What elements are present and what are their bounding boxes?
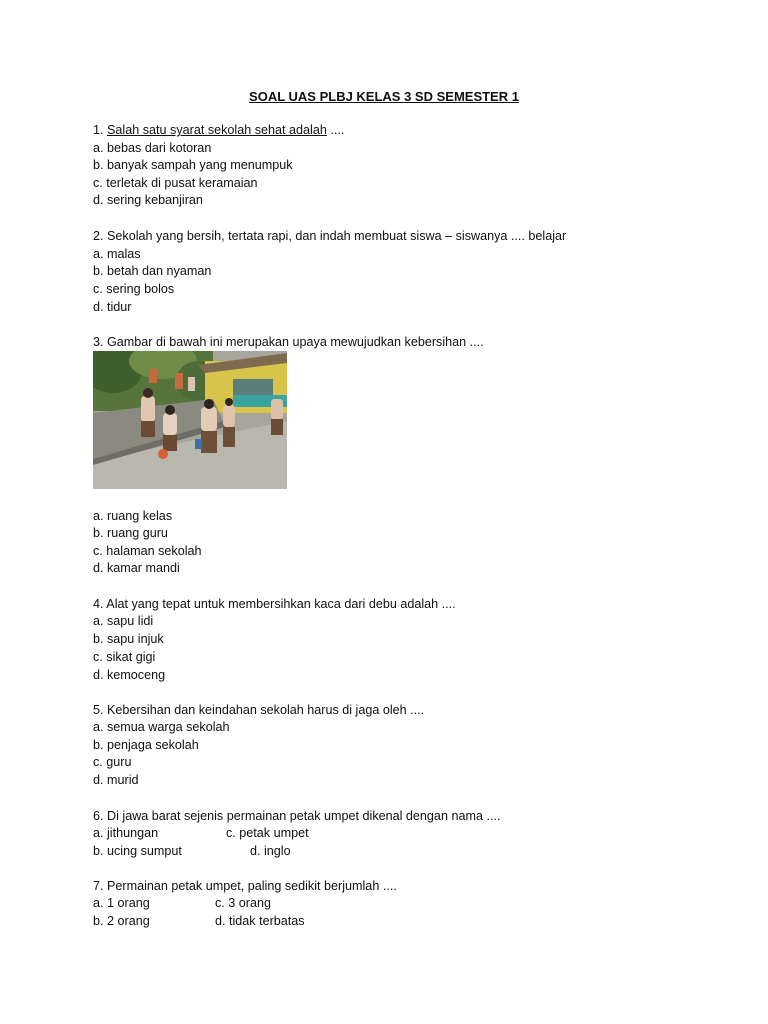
question-2-option-b: b. betah dan nyaman [93,264,212,278]
question-7-option-a: a. 1 orang [93,896,150,910]
question-4-option-b: b. sapu injuk [93,632,164,646]
school-yard-photo [93,351,287,489]
question-6-option-d: d. inglo [250,844,291,858]
question-7: 7. Permainan petak umpet, paling sedikit berjumlah .... [93,879,397,893]
question-6: 6. Di jawa barat sejenis permainan petak umpet dikenal dengan nama .... [93,809,501,823]
question-6-option-a: a. jithungan [93,826,159,840]
question-5-option-a: a. semua warga sekolah [93,720,230,734]
question-7-option-c: c. 3 orang [215,896,272,910]
question-7-option-d: d. tidak terbatas [215,914,305,928]
question-2: 2. Sekolah yang bersih, tertata rapi, dan indah membuat siswa – siswanya .... belajar [93,229,567,243]
question-1-option-b: b. banyak sampah yang menumpuk [93,158,293,172]
question-3-option-d: d. kamar mandi [93,561,180,575]
question-5: 5. Kebersihan dan keindahan sekolah harus di jaga oleh .... [93,703,425,717]
question-1-option-d: d. sering kebanjiran [93,193,203,207]
question-3: 3. Gambar di bawah ini merupakan upaya mewujudkan kebersihan .... [93,335,484,349]
question-6-option-b: b. ucing sumput [93,844,182,858]
question-1 [93,122,344,139]
question-2-option-c: c. sering bolos [93,282,175,296]
question-7-option-b: b. 2 orang [93,914,150,928]
question-5-option-d: d. murid [93,773,139,787]
question-4-option-a: a. sapu lidi [93,614,154,628]
question-2-option-a: a. malas [93,247,141,261]
question-4: 4. Alat yang tepat untuk membersihkan kaca dari debu adalah .... [93,597,456,611]
question-1-option-c: c. terletak di pusat keramaian [93,176,258,190]
question-1-ellipsis: .... [326,123,345,137]
page-title: SOAL UAS PLBJ KELAS 3 SD SEMESTER 1 [249,89,519,104]
question-2-option-d: d. tidur [93,300,132,314]
question-5-option-b: b. penjaga sekolah [93,738,199,752]
question-1-option-a: a. bebas dari kotoran [93,141,212,155]
question-1-text: Salah satu syarat sekolah sehat adalah [107,123,327,137]
question-6-option-c: c. petak umpet [226,826,309,840]
question-3-option-b: b. ruang guru [93,526,168,540]
question-5-option-c: c. guru [93,755,132,769]
question-3-option-a: a. ruang kelas [93,509,173,523]
question-4-option-d: d. kemoceng [93,668,166,682]
question-4-option-c: c. sikat gigi [93,650,156,664]
question-3-option-c: c. halaman sekolah [93,544,202,558]
question-1-number: 1. [93,123,108,137]
